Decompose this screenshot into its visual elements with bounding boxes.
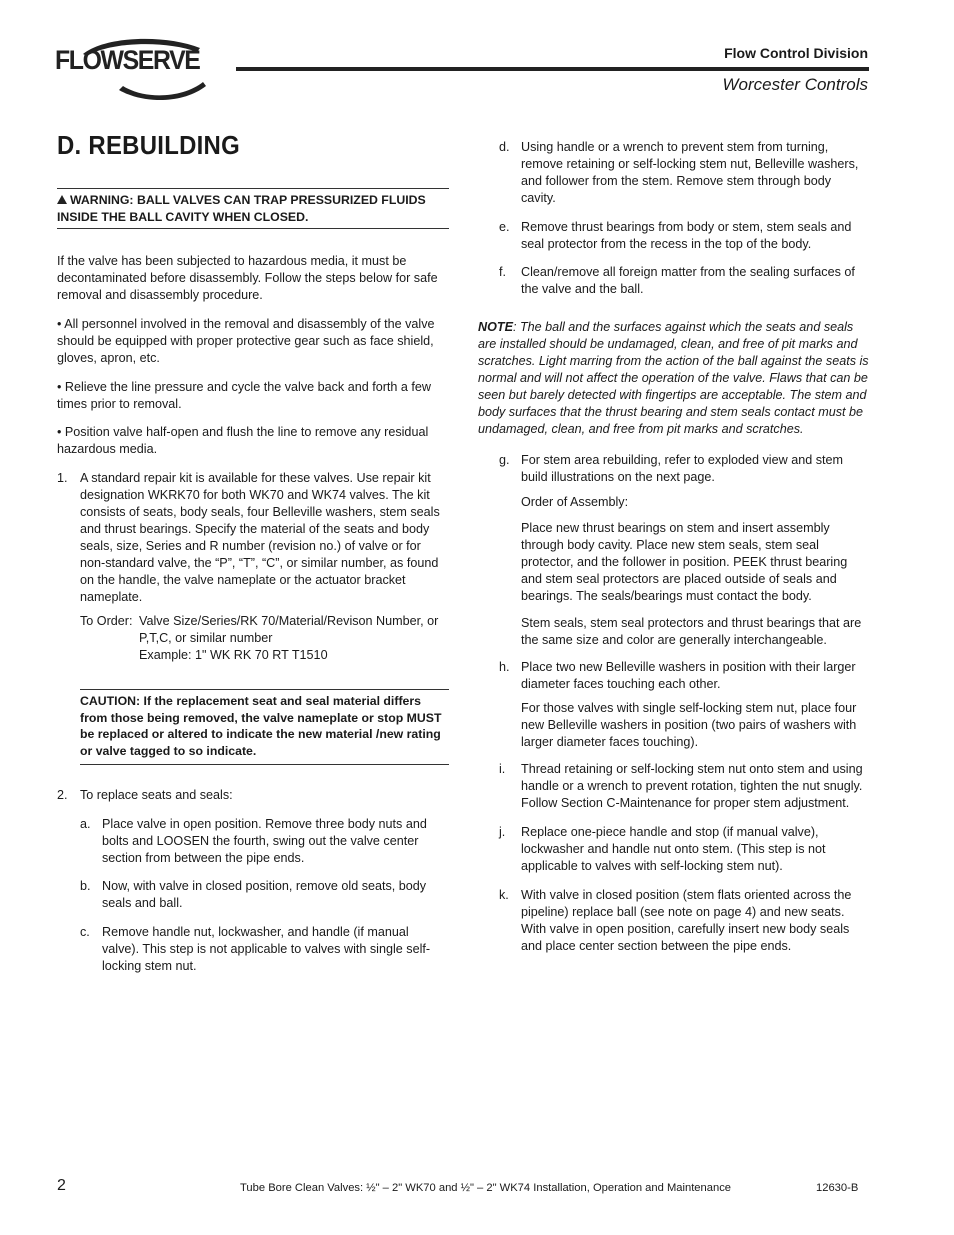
order-example: Example: 1" WK RK 70 RT T1510	[139, 648, 328, 662]
list-item	[499, 659, 869, 693]
flowserve-logo	[55, 38, 215, 100]
note-label: NOTE	[478, 320, 513, 334]
intro-paragraph: If the valve has been subjected to hazardous media, it must be decontaminated before disassembly. Follow the steps below for safe removal and disassembly procedure.	[57, 254, 438, 302]
list-item	[499, 219, 869, 253]
list-marker: e.	[499, 220, 510, 234]
list-item	[80, 924, 449, 975]
page-number: 2	[57, 1177, 66, 1194]
interchangeable-note: Stem seals, stem seal protectors and thrust bearings that are the same size and color are generally interchangeable.	[521, 616, 862, 647]
step-1-number: 1.	[57, 471, 68, 485]
list-marker: k.	[499, 888, 509, 902]
list-marker: h.	[499, 660, 510, 674]
list-item	[499, 452, 869, 486]
list-text: Remove handle nut, lockwasher, and handle (if manual valve). This step is not applicable to valves with single self-locking stem nut.	[102, 925, 431, 973]
list-text: Replace one-piece handle and stop (if manual valve), lockwasher and handle nut onto stem. (This step is not applicable to valves with self-locking stem nut).	[521, 825, 826, 873]
list-item	[499, 887, 869, 955]
order-label: To Order:	[80, 614, 133, 628]
warning-text: WARNING: BALL VALVES CAN TRAP PRESSURIZED FLUIDS INSIDE THE BALL CAVITY WHEN CLOSED.	[57, 193, 426, 224]
self-locking-washer-note: For those valves with single self-locking stem nut, place four new Belleville washers in position (two pairs of washers with larger diameter faces touching).	[521, 701, 857, 749]
list-text: Thread retaining or self-locking stem nut onto stem and using handle or a wrench to prevent rotation, tighten the nut snugly. Follow Section C-Maintenance for proper stem adjustment.	[521, 762, 863, 810]
list-marker: g.	[499, 453, 510, 467]
section-title: D. REBUILDING	[57, 130, 240, 160]
warning-notice	[57, 188, 449, 229]
caution-notice: CAUTION: If the replacement seat and seal material differs from those being removed, the valve nameplate or stop MUST be replaced or altered to indicate the new material /new rating or valve tagged to so indicate.	[80, 689, 449, 765]
list-marker: a.	[80, 817, 91, 831]
bullet-protective-gear: • All personnel involved in the removal and disassembly of the valve should be equipped with proper protective gear such as face shield, gloves, apron, etc.	[57, 317, 435, 365]
step-2-number: 2.	[57, 788, 68, 802]
order-of-assembly-label: Order of Assembly:	[521, 495, 629, 509]
bullet-flush-line: • Position valve half-open and flush the line to remove any residual hazardous media.	[57, 425, 429, 456]
step-2-text: To replace seats and seals:	[80, 788, 233, 802]
list-text: With valve in closed position (stem flats oriented across the pipeline) replace ball (see note on page 4) and new seats. With valve in open position, carefully insert new body seals and place center section between the pipe ends.	[521, 888, 852, 953]
bullet-relieve-pressure: • Relieve the line pressure and cycle the valve back and forth a few times prior to removal.	[57, 380, 432, 411]
order-format: Valve Size/Series/RK 70/Material/Revison Number, or P,T,C, or similar number	[139, 614, 439, 645]
warning-triangle-icon	[57, 195, 67, 204]
list-text: Place two new Belleville washers in position with their larger diameter faces touching each other.	[521, 660, 856, 691]
list-marker: d.	[499, 140, 510, 154]
footer-document-title: Tube Bore Clean Valves: ½" – 2" WK70 and ½" – 2" WK74 Installation, Operation and Maintenance	[240, 1182, 732, 1194]
list-marker: f.	[499, 265, 506, 279]
step-2	[57, 787, 449, 804]
brand-wordmark: FLOWSERVE	[55, 45, 200, 75]
division-name: Flow Control Division	[724, 45, 868, 61]
list-text: Clean/remove all foreign matter from the sealing surfaces of the valve and the ball.	[521, 265, 855, 296]
list-item	[499, 264, 869, 298]
list-item	[80, 816, 449, 867]
subdivision-name: Worcester Controls	[722, 75, 868, 94]
note-paragraph	[478, 319, 870, 438]
order-details	[139, 613, 449, 664]
list-text: Remove thrust bearings from body or stem, stem seals and seal protector from the recess in the top of the body.	[521, 220, 852, 251]
footer-document-number: 12630-B	[816, 1182, 859, 1194]
list-marker: j.	[499, 825, 506, 839]
header-rule	[236, 67, 869, 71]
list-item	[499, 761, 869, 812]
list-text: Using handle or a wrench to prevent stem from turning, remove retaining or self-locking stem nut, Belleville washers, and follower from the stem. Remove stem through body cavity.	[521, 140, 859, 205]
assembly-instructions: Place new thrust bearings on stem and insert assembly through body cavity. Place new stem seals, stem seal protector, and the follower in position. PEEK thrust bearing and stem seal protectors are placed outside of seals and bearings. The seals/bearings must contact the body.	[521, 521, 848, 603]
list-text: Place valve in open position. Remove three body nuts and bolts and LOOSEN the fourth, swing out the valve center section from between the pipe ends.	[102, 817, 427, 865]
list-text: Now, with valve in closed position, remove old seats, body seals and ball.	[102, 879, 427, 910]
note-text: : The ball and the surfaces against which the seats and seals are installed should be undamaged, clean, and free of pit marks and scratches. Light marring from the action of the ball against the seats is normal and will not affect the operation of the valve. Flaws that can be seen but barely detected with fingertips are acceptable. The stem and body surfaces that the thrust bearing and stem seals contact must be undamaged, clean, and free from pit marks and scratches.	[478, 320, 869, 436]
list-marker: c.	[80, 925, 90, 939]
list-marker: b.	[80, 879, 91, 893]
list-text: For stem area rebuilding, refer to exploded view and stem build illustrations on the next page.	[521, 453, 844, 484]
list-item	[499, 824, 869, 875]
step-1	[57, 470, 449, 610]
step-1-text: A standard repair kit is available for these valves. Use repair kit designation WKRK70 for both WK70 and WK74 valves. The kit consists of seats, body seals, four Belleville washers, stem seals and thrust bearings. Specify the material of the seats and body seals, size, Series and R number (revision no.) of valve or for non-standard valve, the “P”, “T”, “C”, or similar number, as found on the handle, the valve nameplate or the actuator bracket nameplate.	[80, 471, 440, 604]
list-item	[80, 878, 449, 912]
list-marker: i.	[499, 762, 506, 776]
list-item	[499, 139, 869, 207]
